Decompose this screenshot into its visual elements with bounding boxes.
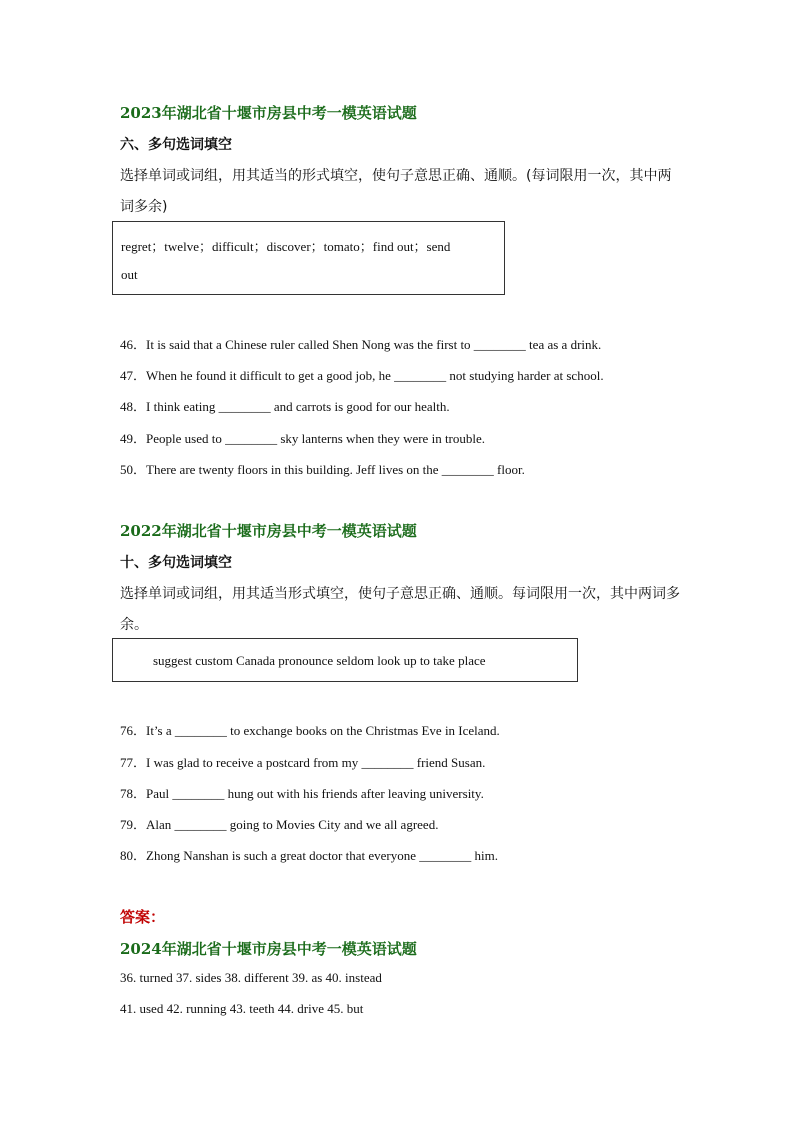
section-2022-word-box [112,638,578,682]
question-47: 47．When he found it difficult to get a good job, he ________ not studying harder at school. [120,368,604,383]
question-49: 49．People used to ________ sky lanterns when they were in trouble. [120,431,486,446]
section-2023-instruction-line-1: 选择单词或词组，用其适当的形式填空，使句子意思正确、通顺。(每词限用一次，其中两 [120,168,672,184]
word-box-line: suggest custom Canada pronounce seldom look up to take place [153,653,486,668]
question-50: 50．There are twenty floors in this building. Jeff lives on the ________ floor. [120,462,525,477]
answers-section-title: 2024年湖北省十堰市房县中考一模英语试题 [120,940,417,958]
question-48: 48．I think eating ________ and carrots is good for our health. [120,399,450,414]
question-76: 76．It’s a ________ to exchange books on the Christmas Eve in Iceland. [120,723,500,738]
section-2022-title: 2022年湖北省十堰市房县中考一模英语试题 [120,522,417,540]
question-78: 78．Paul ________ hung out with his friends after leaving university. [120,786,484,801]
section-2023-instruction-line-2: 词多余) [120,199,168,215]
question-80: 80．Zhong Nanshan is such a great doctor that everyone ________ him. [120,848,498,863]
section-2023-title: 2023年湖北省十堰市房县中考一模英语试题 [120,104,417,122]
answers-line-1: 36. turned 37. sides 38. different 39. as 40. instead [120,970,382,985]
section-2023-word-box [112,221,505,295]
word-box-line-2: out [121,267,138,282]
section-2022-instruction-line-1: 选择单词或词组，用其适当形式填空，使句子意思正确、通顺。每词限用一次，其中两词多 [120,586,680,602]
answers-line-2: 41. used 42. running 43. teeth 44. drive 45. but [120,1001,364,1016]
section-2022-instruction-line-2: 余。 [120,617,148,633]
question-46: 46．It is said that a Chinese ruler called Shen Nong was the first to ________ tea as a drink. [120,337,602,352]
answers-heading: 答案： [120,908,166,926]
section-2023-part-heading: 六、多句选词填空 [120,137,232,153]
section-2022-part-heading: 十、多句选词填空 [120,555,232,571]
question-77: 77．I was glad to receive a postcard from my ________ friend Susan. [120,755,486,770]
word-box-line-1: regret；twelve；difficult；discover；tomato；find out；send [121,239,451,254]
question-79: 79．Alan ________ going to Movies City and we all agreed. [120,817,439,832]
